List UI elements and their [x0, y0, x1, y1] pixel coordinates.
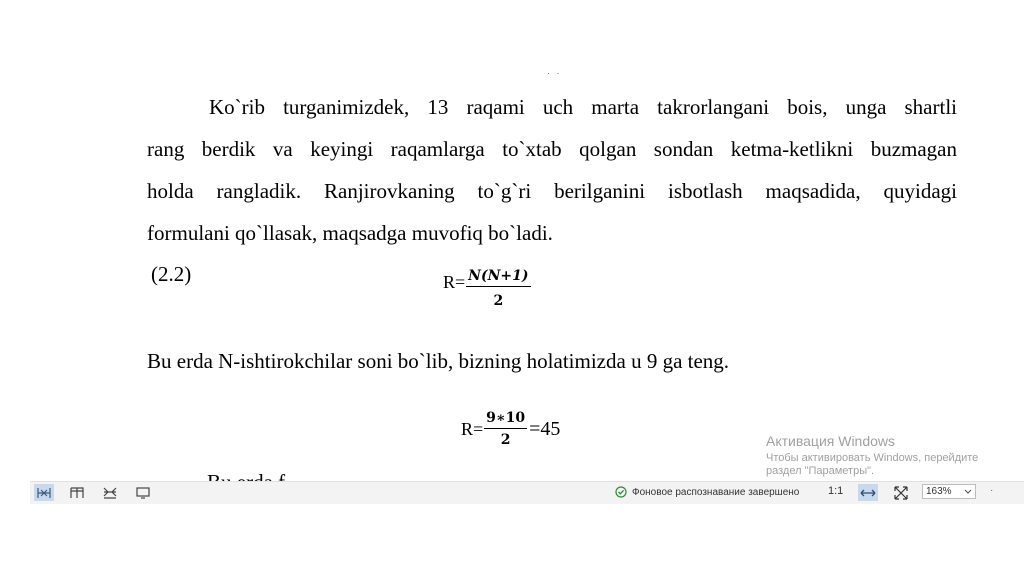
view-focus-button[interactable]	[133, 484, 153, 501]
zoom-select[interactable]	[922, 484, 976, 499]
check-circle-icon	[615, 486, 627, 498]
zoom-value: 163%	[926, 486, 952, 497]
view-print-layout-button[interactable]	[67, 484, 87, 501]
formula-rhs: =45	[529, 417, 561, 440]
watermark-title: Активация Windows	[766, 433, 896, 449]
top-marks: · ·	[547, 68, 562, 78]
formula-fraction	[466, 268, 530, 309]
formula-result	[461, 410, 560, 448]
formula-denominator: 2	[500, 432, 511, 448]
paragraph-line: holda rangladik. Ranjirovkaning to`g`ri berilganini isbotlash maqsadida, quyidagi	[147, 179, 957, 203]
paragraph-2: Bu erda N-ishtirokchilar soni bo`lib, bizning holatimizda u 9 ga teng.	[147, 349, 730, 373]
watermark-subtitle: Чтобы активировать Windows, перейдите	[766, 452, 979, 464]
formula-numerator: N(N+1)	[466, 268, 530, 287]
focus-icon	[136, 487, 150, 499]
paragraph-1	[147, 86, 957, 254]
read-mode-icon	[37, 487, 51, 499]
web-layout-icon	[103, 487, 117, 499]
fit-page-button[interactable]	[891, 484, 911, 501]
formula-lhs: R=	[461, 418, 484, 439]
background-recognition-status	[615, 486, 799, 498]
statusbar-more: ·	[990, 485, 994, 496]
formula-numerator: 9∗10	[484, 410, 527, 429]
paragraph-line: rang berdik va keyingi raqamlarga to`xtab qolgan sondan ketma-ketlikni buzmagan	[147, 137, 957, 161]
watermark-subtitle-2: раздел "Параметры".	[766, 465, 875, 477]
view-read-mode-button[interactable]	[34, 484, 54, 501]
paragraph-line: formulani qo`llasak, maqsadga muvofiq bo`ladi.	[147, 221, 553, 245]
fit-width-button[interactable]	[858, 484, 878, 501]
paragraph-line: Ko`rib turganimizdek, 13 raqami uch marta takrorlangani bois, unga shartli	[209, 95, 957, 119]
status-text: Фоновое распознавание завершено	[632, 486, 800, 498]
formula-fraction	[484, 410, 527, 448]
equation-number: (2.2)	[151, 262, 192, 286]
cut-off-line	[207, 472, 411, 481]
chevron-down-icon	[964, 489, 972, 495]
zoom-one-to-one-button[interactable]: 1:1	[828, 485, 844, 497]
formula-lhs: R=	[443, 272, 466, 292]
view-web-layout-button[interactable]	[100, 484, 120, 501]
windows-activation-watermark	[766, 433, 978, 477]
formula-rank-sum	[443, 268, 531, 309]
print-layout-icon	[70, 487, 84, 499]
status-bar	[30, 481, 1024, 504]
fit-width-icon	[860, 488, 876, 498]
fit-page-icon	[894, 486, 908, 500]
formula-denominator: 2	[493, 293, 504, 309]
